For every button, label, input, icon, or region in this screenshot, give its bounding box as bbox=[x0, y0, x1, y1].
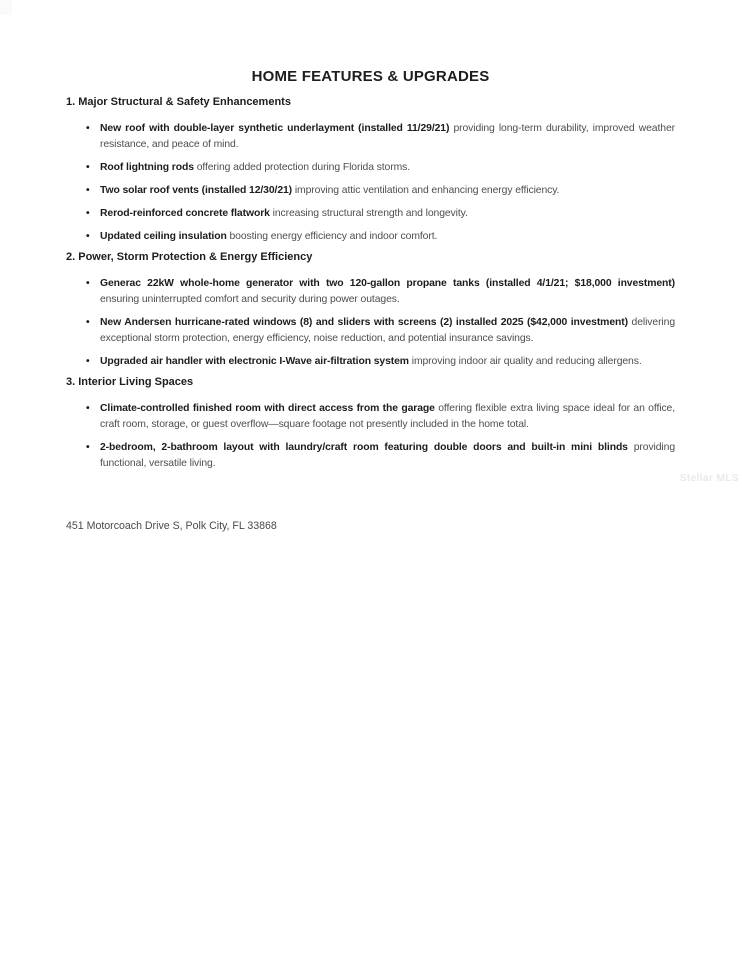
bullet-regular-text: offering flexible extra living space ideal for an office, craft room, storage, or guest overflow—square footage not presently included in the home total. bbox=[100, 403, 676, 430]
bullet-item bbox=[100, 183, 675, 199]
bullet-item bbox=[100, 315, 675, 347]
bullet-bold-text: Updated ceiling insulation bbox=[100, 231, 227, 242]
bullet-bold-text: New roof with double-layer synthetic underlayment (installed 11/29/21) bbox=[100, 123, 450, 134]
section bbox=[66, 97, 675, 245]
bullet-bold-text: Rerod-reinforced concrete flatwork bbox=[100, 208, 270, 219]
bullet-regular-text: improving attic ventilation and enhancing energy efficiency. bbox=[292, 185, 560, 196]
footer-address: 451 Motorcoach Drive S, Polk City, FL 33868 bbox=[66, 520, 277, 532]
bullet-bold-text: 2-bedroom, 2-bathroom layout with laundry/craft room featuring double doors and built-in mini blinds bbox=[100, 442, 628, 453]
scan-artifact bbox=[0, 0, 12, 15]
bullet-list bbox=[66, 276, 675, 370]
bullet-list bbox=[66, 401, 675, 472]
bullet-bold-text: Two solar roof vents (installed 12/30/21) bbox=[100, 185, 293, 196]
bullet-regular-text: delivering exceptional storm protection, energy efficiency, noise reduction, and potential insurance savings. bbox=[100, 317, 675, 344]
bullet-item bbox=[100, 206, 675, 222]
page-title: HOME FEATURES & UPGRADES bbox=[251, 68, 490, 85]
sections-container bbox=[66, 97, 675, 472]
bullet-item bbox=[100, 121, 675, 153]
bullet-item bbox=[100, 401, 675, 433]
bullet-regular-text: boosting energy efficiency and indoor comfort. bbox=[226, 231, 438, 242]
bullet-item bbox=[100, 440, 675, 472]
bullet-item bbox=[100, 354, 675, 370]
bullet-bold-text: New Andersen hurricane-rated windows (8) and sliders with screens (2) installed 2025 ($42,000 investment) bbox=[100, 317, 628, 328]
bullet-bold-text: Climate-controlled finished room with direct access from the garage bbox=[100, 403, 435, 414]
section-heading: 2. Power, Storm Protection & Energy Efficiency bbox=[66, 251, 313, 263]
section-heading: 1. Major Structural & Safety Enhancements bbox=[66, 96, 291, 108]
bullet-item bbox=[100, 276, 675, 308]
bullet-regular-text: increasing structural strength and longevity. bbox=[269, 208, 468, 219]
bullet-item bbox=[100, 160, 675, 176]
stellar-mls-watermark: Stellar MLS bbox=[679, 472, 739, 484]
bullet-bold-text: Generac 22kW whole-home generator with two 120-gallon propane tanks (installed 4/1/21; $18,000 investment) bbox=[100, 278, 675, 289]
bullet-bold-text: Upgraded air handler with electronic I-Wave air-filtration system bbox=[100, 356, 409, 367]
bullet-regular-text: ensuring uninterrupted comfort and security during power outages. bbox=[100, 294, 400, 305]
section bbox=[66, 252, 675, 370]
bullet-regular-text: offering added protection during Florida storms. bbox=[193, 162, 411, 173]
section bbox=[66, 377, 675, 472]
section-heading: 3. Interior Living Spaces bbox=[66, 376, 194, 388]
bullet-regular-text: improving indoor air quality and reducing allergens. bbox=[408, 356, 642, 367]
bullet-list bbox=[66, 121, 675, 245]
bullet-item bbox=[100, 229, 675, 245]
bullet-regular-text: providing functional, versatile living. bbox=[100, 442, 675, 469]
bullet-bold-text: Roof lightning rods bbox=[100, 162, 194, 173]
bullet-regular-text: providing long-term durability, improved weather resistance, and peace of mind. bbox=[100, 123, 675, 150]
